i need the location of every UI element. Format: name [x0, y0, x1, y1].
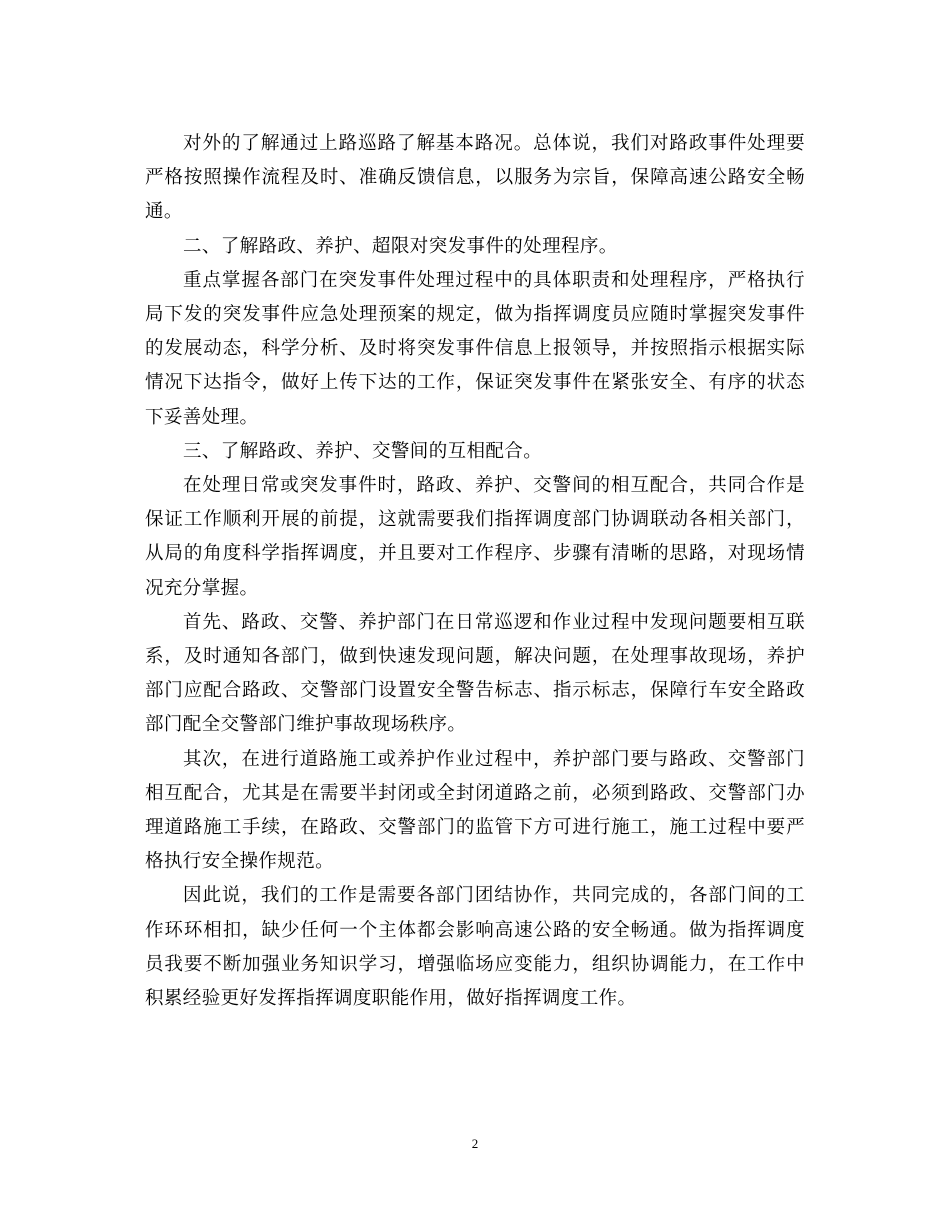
paragraph-6: 因此说，我们的工作是需要各部门团结协作，共同完成的，各部门间的工作环环相扣，缺少任何一个主体都会影响高速公路的安全畅通。做为指挥调度员我要不断加强业务知识学习，增强临场应变能力，组织协调能力，在工作中积累经验更好发挥指挥调度职能作用，做好指挥调度工作。	[145, 885, 805, 1010]
paragraph-1: 对外的了解通过上路巡路了解基本路况。总体说，我们对路政事件处理要严格按照操作流程及时、准确反馈信息，以服务为宗旨，保障高速公路安全畅通。	[145, 133, 805, 223]
paragraph-2: 重点掌握各部门在突发事件处理过程中的具体职责和处理程序，严格执行局下发的突发事件应急处理预案的规定，做为指挥调度员应随时掌握突发事件的发展动态，科学分析、及时将突发事件信息上报领导，并按照指示根据实际情况下达指令，做好上传下达的工作，保证突发事件在紧张安全、有序的状态下妥善处理。	[145, 269, 805, 428]
section-heading-3: 三、了解路政、养护、交警间的互相配合。	[183, 440, 543, 462]
paragraph-3: 在处理日常或突发事件时，路政、养护、交警间的相互配合，共同合作是保证工作顺利开展的前提，这就需要我们指挥调度部门协调联动各相关部门，从局的角度科学指挥调度，并且要对工作程序、步骤有清晰的思路，对现场情况充分掌握。	[145, 475, 805, 599]
paragraph-5: 其次，在进行道路施工或养护作业过程中，养护部门要与路政、交警部门相互配合，尤其是在需要半封闭或全封闭道路之前，必须到路政、交警部门办理道路施工手续，在路政、交警部门的监管下方可进行施工，施工过程中要严格执行安全操作规范。	[145, 748, 805, 873]
paragraph-4: 首先、路政、交警、养护部门在日常巡逻和作业过程中发现问题要相互联系，及时通知各部门，做到快速发现问题，解决问题，在处理事故现场，养护部门应配合路政、交警部门设置安全警告标志、指示标志，保障行车安全路政部门配全交警部门维护事故现场秩序。	[145, 611, 805, 736]
document-body	[145, 127, 805, 1016]
page-number: 2	[471, 1136, 479, 1151]
section-heading-2: 二、了解路政、养护、超限对突发事件的处理程序。	[183, 235, 618, 257]
